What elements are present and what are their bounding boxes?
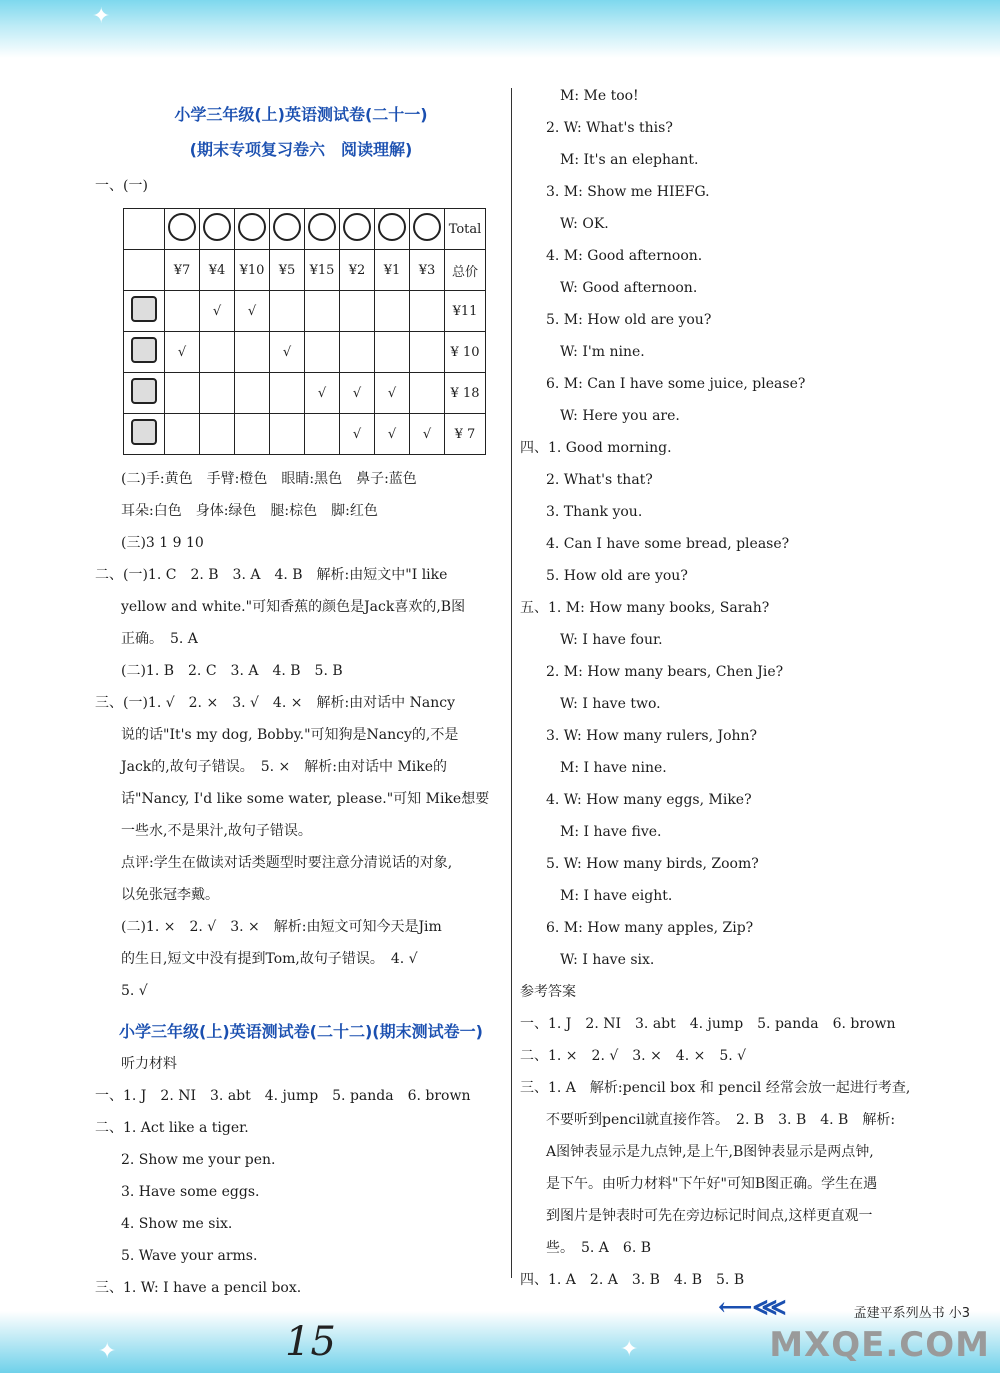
food-icon [168,213,196,241]
check-cell: √ [200,291,235,332]
text-line: W: I'm nine. [560,344,645,360]
text-line: 四、1. A 2. A 3. B 4. B 5. B [520,1272,745,1288]
arrow-icon: ⟵⋘ [718,1292,787,1321]
text-line: 些。 5. A 6. B [546,1240,652,1256]
text-line: 4. M: Good afternoon. [546,248,703,264]
food-icon-cell [340,209,375,250]
check-cell [270,291,305,332]
top-decoration-band [0,0,1000,58]
text-line: 四、1. Good morning. [520,440,672,456]
check-cell: √ [375,373,410,414]
right-answer-lines [520,80,935,1296]
price-cell: ¥4 [200,250,235,291]
text-line: (二)1. × 2. √ 3. × 解析:由短文可知今天是Jim [121,919,442,935]
text-line: 二、(一)1. C 2. B 3. A 4. B 解析:由短文中"I like [95,567,448,583]
check-cell: √ [270,332,305,373]
food-icon [308,213,336,241]
text-line: 一、1. J 2. NI 3. abt 4. jump 5. panda 6. brown [95,1088,471,1104]
kid-icon [131,296,157,322]
text-line: 二、1. Act like a tiger. [95,1120,249,1136]
text-line: 到图片是钟表时可先在旁边标记时间点,这样更直观一 [546,1208,873,1224]
check-cell [410,373,445,414]
text-line: A图钟表显示是九点钟,是上午,B图钟表显示是两点钟, [546,1144,874,1160]
text-line: 4. Can I have some bread, please? [546,536,790,552]
check-cell [235,373,270,414]
food-icon-cell [375,209,410,250]
order-table [123,208,486,455]
text-line: W: Here you are. [560,408,680,424]
text-line: W: I have four. [560,632,663,648]
test-title-22: 小学三年级(上)英语测试卷(二十二)(期末测试卷一) [119,1022,483,1041]
text-line: yellow and white."可知香蕉的颜色是Jack喜欢的,B图 [121,599,466,615]
food-icon-row [124,209,486,250]
text-line: 3. W: How many rulers, John? [546,728,758,744]
section-label: 一、(一) [95,178,148,194]
text-line: 5. Wave your arms. [121,1248,258,1264]
text-line: 二、1. × 2. √ 3. × 4. × 5. √ [520,1048,747,1064]
text-line: 三、(一)1. √ 2. × 3. √ 4. × 解析:由对话中 Nancy [95,695,455,711]
check-cell [235,414,270,455]
text-line: 4. W: How many eggs, Mike? [546,792,752,808]
row-total: ¥11 [445,291,486,332]
check-cell [305,414,340,455]
left-column [95,80,507,1304]
food-icon-cell [305,209,340,250]
check-cell [270,373,305,414]
test-title-21: 小学三年级(上)英语测试卷(二十一) [174,105,428,124]
check-cell: √ [410,414,445,455]
food-icon-cell [410,209,445,250]
text-line: 参考答案 [520,984,576,1000]
food-icon-cell [270,209,305,250]
text-line: (二)手:黄色 手臂:橙色 眼睛:黑色 鼻子:蓝色 [121,471,417,487]
text-line: 话"Nancy, I'd like some water, please."可知 Mike想要 [121,791,490,807]
column-divider [511,88,512,1278]
price-cell: ¥1 [375,250,410,291]
kid-cell [124,332,165,373]
food-icon [238,213,266,241]
food-icon-cell [235,209,270,250]
check-cell: √ [305,373,340,414]
text-line: 3. Thank you. [546,504,643,520]
check-cell: √ [165,332,200,373]
text-line: 耳朵:白色 身体:绿色 腿:棕色 脚:红色 [121,503,378,519]
check-cell [340,291,375,332]
text-line: 五、1. M: How many books, Sarah? [520,600,770,616]
kid-cell [124,414,165,455]
text-line: 是下午。由听力材料"下午好"可知B图正确。学生在遇 [546,1176,878,1192]
price-cell: ¥10 [235,250,270,291]
text-line: 不要听到pencil就直接作答。 2. B 3. B 4. B 解析: [546,1112,896,1128]
row-total: ¥ 18 [445,373,486,414]
text-line: 说的话"It's my dog, Bobby."可知狗是Nancy的,不是 [121,727,459,743]
kid-icon [131,337,157,363]
check-cell [375,291,410,332]
price-cell: ¥2 [340,250,375,291]
check-cell: √ [340,414,375,455]
check-cell: √ [235,291,270,332]
text-line: 6. M: Can I have some juice, please? [546,376,806,392]
text-line: 一、1. J 2. NI 3. abt 4. jump 5. panda 6. brown [520,1016,896,1032]
text-line: 一些水,不是果汁,故句子错误。 [121,823,312,839]
check-cell [165,373,200,414]
check-cell [410,332,445,373]
text-line: 2. M: How many bears, Chen Jie? [546,664,784,680]
check-cell [235,332,270,373]
page-number: 15 [285,1319,336,1365]
check-cell [305,291,340,332]
sparkle-icon: ✦ [620,1337,639,1362]
text-line: 2. What's that? [546,472,653,488]
kid-cell [124,373,165,414]
total-label-cn: 总价 [445,250,486,291]
text-line: 5. W: How many birds, Zoom? [546,856,759,872]
series-logo [854,1302,970,1321]
food-icon [378,213,406,241]
check-cell [305,332,340,373]
price-row [124,250,486,291]
kid-icon [131,419,157,445]
food-icon [343,213,371,241]
check-cell [165,291,200,332]
watermark: MXQE.COM [769,1325,990,1365]
check-cell [200,414,235,455]
series-name: 孟建平系列丛书 [853,1306,945,1321]
total-label-en: Total [445,209,486,250]
text-line: 6. M: How many apples, Zip? [546,920,754,936]
check-cell [375,332,410,373]
text-line: 以免张冠李戴。 [121,887,219,903]
check-cell: √ [340,373,375,414]
text-line: 3. M: Show me HIEFG. [546,184,710,200]
check-cell [165,414,200,455]
text-line: 5. √ [121,983,148,999]
order-row [124,373,486,414]
check-cell [200,332,235,373]
text-line: M: I have five. [560,824,662,840]
check-cell: √ [375,414,410,455]
text-line: 三、1. W: I have a pencil box. [95,1280,302,1296]
price-cell: ¥15 [305,250,340,291]
text-line: Jack的,故句子错误。 5. × 解析:由对话中 Mike的 [121,759,448,775]
text-line: 听力材料 [121,1056,177,1072]
left-listening-lines [95,1048,507,1304]
corner-cell [124,250,165,291]
text-line: 3. Have some eggs. [121,1184,260,1200]
food-icon-cell [165,209,200,250]
text-line: 5. M: How old are you? [546,312,712,328]
text-line: (二)1. B 2. C 3. A 4. B 5. B [121,663,343,679]
kid-icon [131,378,157,404]
text-line: 4. Show me six. [121,1216,233,1232]
text-line: 2. W: What's this? [546,120,673,136]
price-cell: ¥7 [165,250,200,291]
text-line: W: Good afternoon. [560,280,698,296]
text-line: M: Me too! [560,88,639,104]
text-line: 2. Show me your pen. [121,1152,276,1168]
text-line: (三)3 1 9 10 [121,535,204,551]
order-row [124,414,486,455]
check-cell [410,291,445,332]
text-line: 点评:学生在做读对话类题型时要注意分清说话的对象, [121,855,453,871]
sparkle-icon: ✦ [98,1339,117,1364]
corner-cell [124,209,165,250]
text-line: 的生日,短文中没有提到Tom,故句子错误。 4. √ [121,951,418,967]
kid-cell [124,291,165,332]
check-cell [340,332,375,373]
test-subtitle-21: (期末专项复习卷六 阅读理解) [189,140,413,159]
text-line: M: I have nine. [560,760,667,776]
food-icon [203,213,231,241]
food-icon [273,213,301,241]
grade-label: 小3 [948,1306,970,1321]
sparkle-icon: ✦ [92,4,111,29]
order-row [124,332,486,373]
text-line: W: OK. [560,216,609,232]
row-total: ¥ 10 [445,332,486,373]
text-line: W: I have two. [560,696,661,712]
text-line: 三、1. A 解析:pencil box 和 pencil 经常会放一起进行考查, [520,1080,911,1096]
right-column [520,80,935,1296]
price-cell: ¥5 [270,250,305,291]
left-answer-lines [95,463,507,1007]
text-line: W: I have six. [560,952,655,968]
text-line: M: It's an elephant. [560,152,699,168]
food-icon [413,213,441,241]
check-cell [270,414,305,455]
row-total: ¥ 7 [445,414,486,455]
text-line: 5. How old are you? [546,568,688,584]
text-line: M: I have eight. [560,888,673,904]
food-icon-cell [200,209,235,250]
check-cell [200,373,235,414]
order-row [124,291,486,332]
text-line: 正确。 5. A [121,631,198,647]
price-cell: ¥3 [410,250,445,291]
